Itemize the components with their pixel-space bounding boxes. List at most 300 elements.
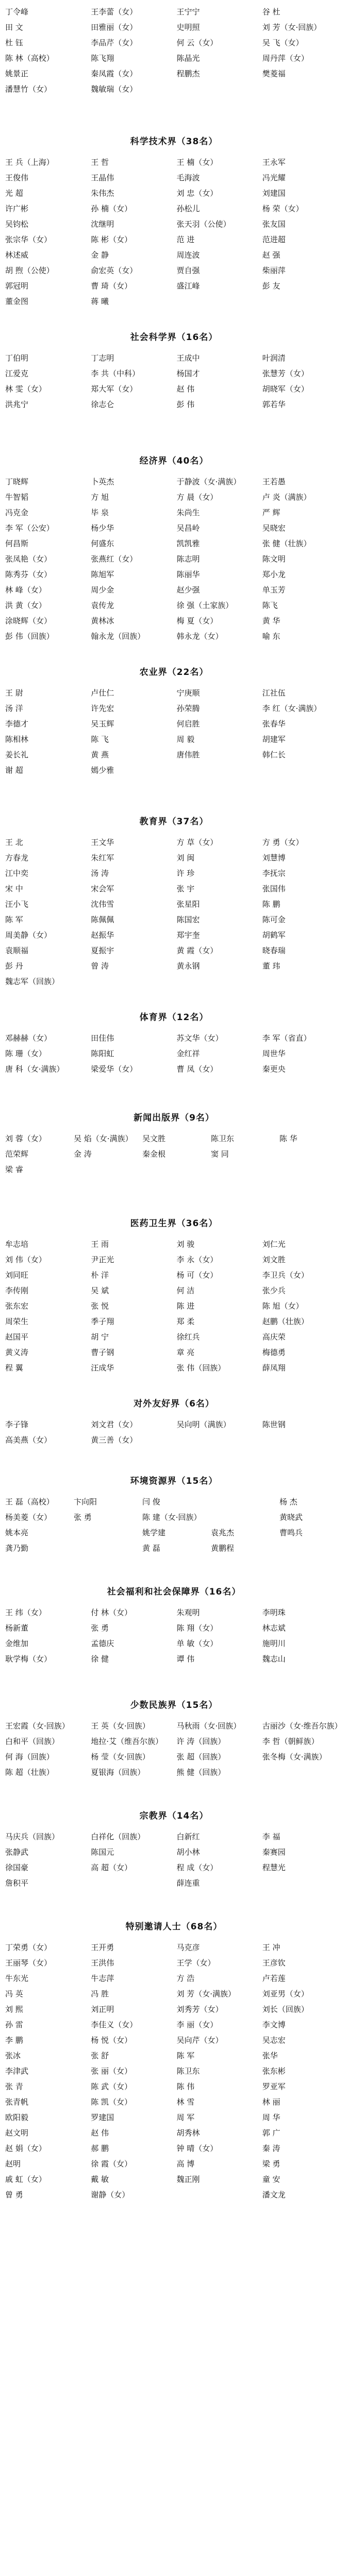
name-cell: 王丽琴（女）: [5, 1958, 52, 1968]
name-cell: 林 雪: [176, 2097, 195, 2107]
name-cell: 宋 中: [5, 884, 23, 893]
name-cell: 曹 凤（女）: [176, 1064, 218, 1074]
name-cell: 杨美菱（女）: [5, 1513, 52, 1522]
name-cell: 薛连重: [176, 1878, 200, 1888]
name-cell: 王彦钦: [262, 1958, 286, 1968]
name-cell: 卢 炎（满族）: [262, 493, 311, 502]
name-cell: 晓春瑞: [262, 946, 286, 955]
name-cell: 季子翔: [91, 1317, 114, 1326]
name-cell: 施明川: [262, 1639, 286, 1648]
name-cell: 胡秀林: [176, 2128, 200, 2138]
name-cell: 许 涛（回族）: [176, 1737, 226, 1746]
name-cell: 刘 骏: [176, 1240, 195, 1249]
name-cell: 江社伍: [262, 688, 286, 698]
name-cell: 刘 芳（女·回族）: [262, 23, 322, 32]
section-name-grid: [5, 1940, 343, 2202]
name-cell: 蒋 曦: [91, 297, 109, 306]
name-cell: 董金图: [5, 297, 29, 306]
name-cell: 李文博: [262, 2020, 286, 2029]
name-cell: [91, 1875, 171, 1891]
name-cell: 方 晨（女）: [176, 493, 218, 502]
name-cell: 林志斌: [262, 1623, 286, 1633]
name-cell: 李卫兵（女）: [262, 1270, 309, 1280]
name-cell: 孟德庆: [91, 1639, 114, 1648]
name-cell: 郭冠明: [5, 281, 29, 291]
name-cell: 王文华: [91, 838, 114, 847]
name-cell: 陈飞: [262, 601, 278, 610]
name-cell: 秦更央: [262, 1064, 286, 1074]
name-cell: 杨 莹（女·回族）: [91, 1752, 150, 1761]
name-cell: 毕 泉: [91, 508, 109, 517]
name-cell: 刘正明: [91, 2005, 114, 2014]
section-title: 宗教界（14名）: [139, 1811, 209, 1821]
name-cell: 王 磊（高校）: [5, 1497, 54, 1506]
name-cell: 闫 俊: [142, 1497, 160, 1506]
name-cell: 郑宇奎: [176, 930, 200, 940]
name-cell: [74, 1525, 137, 1540]
name-cell: 夏银海（回族）: [91, 1768, 145, 1777]
section-name-grid: [5, 1417, 343, 1448]
name-cell: [262, 1765, 343, 1780]
name-cell: 陈志明: [176, 554, 200, 564]
name-cell: 洪兆宁: [5, 400, 29, 409]
name-cell: 陈 彬（女）: [91, 235, 132, 244]
name-cell: 黄林冰: [91, 616, 114, 625]
name-cell: 张 舒: [91, 2051, 109, 2060]
name-cell: 周荣生: [5, 1317, 29, 1326]
name-cell: 王 纬（女）: [5, 1608, 46, 1617]
name-cell: 陈卫东: [176, 2066, 200, 2076]
name-cell: 姚景正: [5, 69, 29, 78]
name-cell: 袁传龙: [91, 601, 114, 610]
name-cell: 陈国元: [91, 1848, 114, 1857]
name-cell: 李 丽（女）: [176, 2020, 218, 2029]
name-cell: 王成中: [176, 353, 200, 363]
name-cell: 程 成（女）: [176, 1863, 218, 1872]
name-cell: 吴向芹（女）: [176, 2036, 223, 2045]
name-cell: 唐伟胜: [176, 750, 200, 759]
name-cell: 孙 楠（女）: [91, 204, 132, 213]
name-cell: 陈秀芬（女）: [5, 570, 52, 579]
name-cell: 王 兵（上海）: [5, 158, 54, 167]
name-cell: 高庆荣: [262, 1332, 286, 1342]
name-cell: 魏正刚: [176, 2175, 200, 2184]
name-cell: 何启胜: [176, 719, 200, 728]
name-cell: 赵明: [5, 2159, 21, 2168]
name-cell: 吴晓宏: [262, 523, 286, 533]
name-cell: 黄 华: [262, 616, 280, 625]
name-cell: 张 宇: [176, 884, 195, 893]
name-cell: 陈 进: [176, 1301, 195, 1311]
name-cell: 樊菱福: [262, 69, 286, 78]
name-cell: 彭 伟（回族）: [5, 632, 54, 641]
name-cell: 张慧芳（女）: [262, 369, 309, 378]
name-cell: 郝 鹏: [91, 2144, 109, 2153]
name-cell: 马克彦: [176, 1943, 200, 1952]
name-cell: 陈旭军: [91, 570, 114, 579]
name-cell: 俞宏英（女）: [91, 266, 138, 275]
name-cell: 沈伟雪: [91, 900, 114, 909]
name-cell: 刘同旺: [5, 1270, 29, 1280]
name-cell: 白和平（回族）: [5, 1737, 60, 1746]
name-cell: 尹正光: [91, 1255, 114, 1264]
name-cell: 张东宏: [5, 1301, 29, 1311]
name-cell: 陈 武（女）: [91, 2082, 132, 2091]
name-cell: 张静武: [5, 1848, 29, 1857]
name-cell: 高美燕（女）: [5, 1435, 52, 1445]
name-cell: 张冬梅（女·满族）: [262, 1752, 327, 1761]
name-cell: 戴 敏: [91, 2175, 109, 2184]
section-title: 社会福利和社会保障界（16名）: [107, 1587, 241, 1597]
name-cell: 王若愚: [262, 477, 286, 486]
name-cell: 吴 焰（女·满族）: [74, 1134, 133, 1143]
name-cell: 赵文明: [5, 2128, 29, 2138]
name-cell: 金 涛: [74, 1149, 92, 1159]
name-cell: 程鹏杰: [176, 69, 200, 78]
name-cell: 林 雯（女）: [5, 384, 46, 394]
name-cell: 曾 涛: [91, 961, 109, 971]
name-cell: 牟志培: [5, 1240, 29, 1249]
name-cell: 冯 胜: [91, 1989, 109, 1998]
name-cell: 张春华: [262, 719, 286, 728]
name-cell: 方 勇（女）: [262, 838, 304, 847]
name-cell: 汪成华: [91, 1363, 114, 1372]
name-cell: 潘文龙: [262, 2190, 286, 2199]
name-cell: 于静波（女·满族）: [176, 477, 241, 486]
name-cell: 卢若莲: [262, 1974, 286, 1983]
name-cell: 袁顺福: [5, 946, 29, 955]
name-cell: 凯凯雅: [176, 539, 200, 548]
name-cell: 黄永钢: [176, 961, 200, 971]
name-cell: [279, 1162, 343, 1177]
name-cell: 付 林（女）: [91, 1608, 132, 1617]
name-cell: 郑 柔: [176, 1317, 195, 1326]
name-cell: 李子锋: [5, 1420, 29, 1429]
name-cell: 熊 健（回族）: [176, 1768, 226, 1777]
name-cell: 韩永龙（女）: [176, 632, 223, 641]
name-cell: 林 丽: [262, 2097, 280, 2107]
name-cell: 夏振宇: [91, 946, 114, 955]
name-cell: 许广彬: [5, 204, 29, 213]
name-cell: 刘 蓉（女）: [5, 1134, 46, 1143]
section-title: 教育界（37名）: [139, 817, 209, 827]
name-cell: 盛江峰: [176, 281, 200, 291]
name-cell: 朱观明: [176, 1608, 200, 1617]
name-cell: 钟 晴（女）: [176, 2144, 218, 2153]
name-cell: 李明珠: [262, 1608, 286, 1617]
name-cell: 陈阳虹: [91, 1049, 114, 1058]
name-cell: 刘 伟（女）: [5, 1255, 46, 1264]
name-cell: 黄晓武: [279, 1513, 303, 1522]
name-cell: [211, 1162, 274, 1177]
name-cell: 杨国才: [176, 369, 200, 378]
name-cell: 张友国: [262, 219, 286, 229]
name-cell: 李品芹（女）: [91, 38, 138, 47]
section-name-grid: [5, 474, 343, 644]
name-cell: 李 军（省直）: [262, 1033, 311, 1043]
section-title: 农业界（22名）: [139, 667, 209, 677]
name-cell: 江中奕: [5, 869, 29, 878]
name-cell: 李 军（公安）: [5, 523, 54, 533]
name-cell: 梅德勇: [262, 1348, 286, 1357]
name-cell: 赵国平: [5, 1332, 29, 1342]
name-cell: [177, 1432, 257, 1448]
name-cell: 王 雨: [91, 1240, 109, 1249]
name-cell: 王李蕾（女）: [91, 7, 138, 16]
name-cell: 胡小林: [176, 1848, 200, 1857]
name-cell: 赵鹏（壮族）: [262, 1317, 309, 1326]
name-cell: 刘秀芳（女）: [176, 2005, 223, 2014]
name-cell: 吴志宏: [262, 2036, 286, 2045]
name-cell: 陈 珊（女）: [5, 1049, 46, 1058]
name-cell: 田佳伟: [91, 1033, 114, 1043]
name-cell: 周世华: [262, 1049, 286, 1058]
name-cell: 梅 夏（女）: [176, 616, 218, 625]
name-cell: 刘 闽: [176, 853, 195, 862]
name-cell: 程 翼: [5, 1363, 23, 1372]
name-cell: 陈 翔（女）: [176, 1623, 218, 1633]
name-cell: 胡晓军（女）: [262, 384, 309, 394]
name-cell: 彭 伟: [176, 400, 195, 409]
name-cell: 周 毅: [176, 735, 195, 744]
name-cell: 朱红军: [91, 853, 114, 862]
name-cell: 冯 英: [5, 1989, 23, 1998]
name-cell: 张星阳: [176, 900, 200, 909]
name-cell: 郑大军（女）: [91, 384, 138, 394]
name-cell: 王 北: [5, 838, 23, 847]
name-cell: [74, 1162, 137, 1177]
name-cell: 秦凤霞（女）: [91, 69, 138, 78]
name-cell: 姚学建: [142, 1528, 166, 1537]
name-cell: [177, 81, 257, 97]
name-cell: 刘建国: [262, 189, 286, 198]
section-title: 新闻出版界（9名）: [134, 1113, 214, 1123]
name-cell: 朴 洋: [91, 1270, 109, 1280]
name-cell: 涂晓辉（女）: [5, 616, 52, 625]
name-cell: 古丽沙（女·维吾尔族）: [262, 1721, 342, 1731]
name-cell: 曾 勇: [5, 2190, 23, 2199]
name-cell: 沈继明: [91, 219, 114, 229]
name-cell: 曹鸣兵: [279, 1528, 303, 1537]
name-cell: 方 草（女）: [176, 838, 218, 847]
name-cell: 吴 飞（女）: [262, 38, 304, 47]
name-cell: 王开勇: [91, 1943, 114, 1952]
name-cell: 地拉·艾（维吾尔族）: [91, 1737, 163, 1746]
name-cell: 胡建军: [262, 735, 286, 744]
name-cell: 徐 霞（女）: [91, 2159, 132, 2168]
name-cell: 李 哲（朝鲜族）: [262, 1737, 319, 1746]
name-cell: 李津武: [5, 2066, 29, 2076]
name-cell: [262, 974, 343, 989]
name-cell: 张华: [262, 2051, 278, 2060]
name-cell: 吴昌岭: [176, 523, 200, 533]
name-cell: 王俊伟: [5, 173, 29, 182]
section-title: 科学技术界（38名）: [130, 137, 218, 147]
section-title: 对外友好界（6名）: [134, 1399, 214, 1409]
name-cell: 陈 鹏: [262, 900, 280, 909]
name-cell: 柴丽萍: [262, 266, 286, 275]
name-cell: 何 洁: [176, 1286, 195, 1295]
name-cell: 杨 悦（女）: [91, 2036, 132, 2045]
name-cell: 张天羽（公使）: [176, 219, 231, 229]
name-cell: 王宁宁: [176, 7, 200, 16]
name-cell: 刘长（回族）: [262, 2005, 309, 2014]
name-cell: 秦 涛: [262, 2144, 280, 2153]
name-cell: 徐志仑: [91, 400, 114, 409]
name-cell: 牛东光: [5, 1974, 29, 1983]
name-cell: 白祥化（回族）: [91, 1832, 145, 1841]
name-cell: [262, 1432, 343, 1448]
name-cell: 郭 广: [262, 2128, 280, 2138]
name-cell: 李 福: [262, 1832, 280, 1841]
name-cell: 范荣辉: [5, 1149, 29, 1159]
name-cell: 韩仁长: [262, 750, 286, 759]
name-cell: 翰永龙（回族）: [91, 632, 145, 641]
name-cell: 张 健（壮族）: [262, 539, 311, 548]
name-cell: 冯克金: [5, 508, 29, 517]
name-cell: 李 鹏: [5, 2036, 23, 2045]
name-cell: 王晶伟: [91, 173, 114, 182]
name-cell: 李佳义（女）: [91, 2020, 138, 2029]
section-name-grid: [5, 155, 343, 309]
name-cell: 丁伯明: [5, 353, 29, 363]
name-cell: 马秋雨（女·回族）: [176, 1721, 241, 1731]
name-cell: [279, 1146, 343, 1162]
name-cell: 卜英杰: [91, 477, 114, 486]
section-name-grid: [5, 1030, 343, 1077]
name-cell: 李抚宗: [262, 869, 286, 878]
name-cell: 张 丽（女）: [91, 2066, 132, 2076]
name-cell: 汪小飞: [5, 900, 29, 909]
name-cell: 赵振华: [91, 930, 114, 940]
name-cell: 唐 科（女·满族）: [5, 1064, 64, 1074]
name-cell: 孙荣腾: [176, 704, 200, 713]
name-cell: 陈卫东: [211, 1134, 235, 1143]
name-cell: 欧阳毅: [5, 2113, 29, 2122]
name-cell: 张宗华（女）: [5, 235, 52, 244]
name-cell: 李 共（中科）: [91, 369, 140, 378]
name-cell: 孙松儿: [176, 204, 200, 213]
name-cell: 耿学梅（女）: [5, 1654, 52, 1664]
name-cell: 吴文胜: [142, 1134, 166, 1143]
name-cell: 王学（女）: [176, 1958, 216, 1968]
name-cell: 郑小龙: [262, 570, 286, 579]
name-cell: 谭 伟: [176, 1654, 195, 1664]
name-cell: 陈晶光: [176, 54, 200, 63]
name-cell: [262, 81, 343, 97]
name-cell: 陈相林: [5, 735, 29, 744]
name-cell: 江爱克: [5, 369, 29, 378]
name-cell: 谢静（女）: [91, 2190, 130, 2199]
name-cell: 陈丽华: [176, 570, 200, 579]
name-cell: 单玉芳: [262, 585, 286, 595]
name-cell: 王宏霞（女·回族）: [5, 1721, 70, 1731]
name-cell: 白新红: [176, 1832, 200, 1841]
name-cell: 马庆兵（回族）: [5, 1832, 60, 1841]
name-cell: 姚本亮: [5, 1528, 29, 1537]
name-cell: 宁庚顺: [176, 688, 200, 698]
name-cell: 高 博: [176, 2159, 195, 2168]
name-cell: 胡鹤军: [262, 930, 286, 940]
name-cell: 彭 友: [262, 281, 280, 291]
name-cell: 梁 睿: [5, 1165, 23, 1174]
section-name-grid: [5, 1494, 343, 1556]
name-cell: 窦 同: [211, 1149, 229, 1159]
name-cell: 杨 荣（女）: [262, 204, 304, 213]
section-title: 医药卫生界（36名）: [130, 1218, 218, 1229]
name-cell: 魏志山: [262, 1654, 286, 1664]
section-title: 少数民族界（15名）: [130, 1700, 218, 1710]
name-cell: 贾自强: [176, 266, 200, 275]
name-cell: 史明照: [176, 23, 200, 32]
name-cell: [177, 974, 257, 989]
name-cell: 章 亮: [176, 1348, 195, 1357]
name-cell: 李 红（女·满族）: [262, 704, 322, 713]
name-cell: 李德才: [5, 719, 29, 728]
name-cell: 金 静: [91, 250, 109, 260]
name-cell: 方 浩: [176, 1974, 195, 1983]
name-cell: 黄 霞（女）: [176, 946, 218, 955]
name-cell: 高 超（女）: [91, 1863, 132, 1872]
name-cell: 刘文君（女）: [91, 1420, 138, 1429]
name-cell: 汤 涛: [91, 869, 109, 878]
name-cell: 吴向明（满族）: [176, 1420, 231, 1429]
section-title: 环境资源界（15名）: [130, 1476, 218, 1486]
name-cell: 汤 洋: [5, 704, 23, 713]
name-cell: 赵 伟: [91, 2128, 109, 2138]
name-cell: 袁兆杰: [211, 1528, 235, 1537]
name-cell: 黄 磊: [142, 1544, 160, 1553]
name-cell: 牛智韬: [5, 493, 29, 502]
name-cell: 刘 芳（女·满族）: [176, 1989, 236, 1998]
section-name-grid: [5, 1718, 343, 1780]
name-cell: 丁晓辉: [5, 477, 29, 486]
name-cell: 杨 可（女）: [176, 1270, 218, 1280]
section-name-grid: [5, 1236, 343, 1376]
name-cell: 何盛东: [91, 539, 114, 548]
name-cell: 梁爱华（女）: [91, 1064, 138, 1074]
section-title: 体育界（12名）: [139, 1012, 209, 1023]
intro-name-grid: [5, 4, 343, 97]
name-cell: [279, 1540, 343, 1556]
name-cell: 胡 宁: [91, 1332, 109, 1342]
name-cell: 罗建国: [91, 2113, 114, 2122]
name-cell: 陈 伟: [176, 2082, 195, 2091]
name-cell: 陈 旭（女）: [262, 1301, 304, 1311]
name-cell: 陈 军: [5, 915, 23, 924]
section-name-grid: [5, 1829, 343, 1891]
name-cell: 秦金根: [142, 1149, 166, 1159]
name-cell: 张 勇: [91, 1623, 109, 1633]
name-cell: 刘亚男（女）: [262, 1989, 309, 1998]
name-cell: 许先宏: [91, 704, 114, 713]
name-cell: 王 哲: [91, 158, 109, 167]
name-cell: 陈飞翔: [91, 54, 114, 63]
section-title: 社会科学界（16名）: [130, 332, 218, 343]
name-cell: 王 楠（女）: [176, 158, 218, 167]
name-cell: 许 珍: [176, 869, 195, 878]
name-cell: 黄义涛: [5, 1348, 29, 1357]
name-cell: 张青帆: [5, 2097, 29, 2107]
section-name-grid: [5, 350, 343, 412]
name-cell: 洪 黄（女）: [5, 601, 46, 610]
name-cell: 李传刚: [5, 1286, 29, 1295]
name-cell: 毛海波: [176, 173, 200, 182]
name-cell: 刘 忠（女）: [176, 189, 218, 198]
name-cell: 徐红兵: [176, 1332, 200, 1342]
name-cell: 陈 华: [279, 1134, 297, 1143]
name-cell: 杨新董: [5, 1623, 29, 1633]
